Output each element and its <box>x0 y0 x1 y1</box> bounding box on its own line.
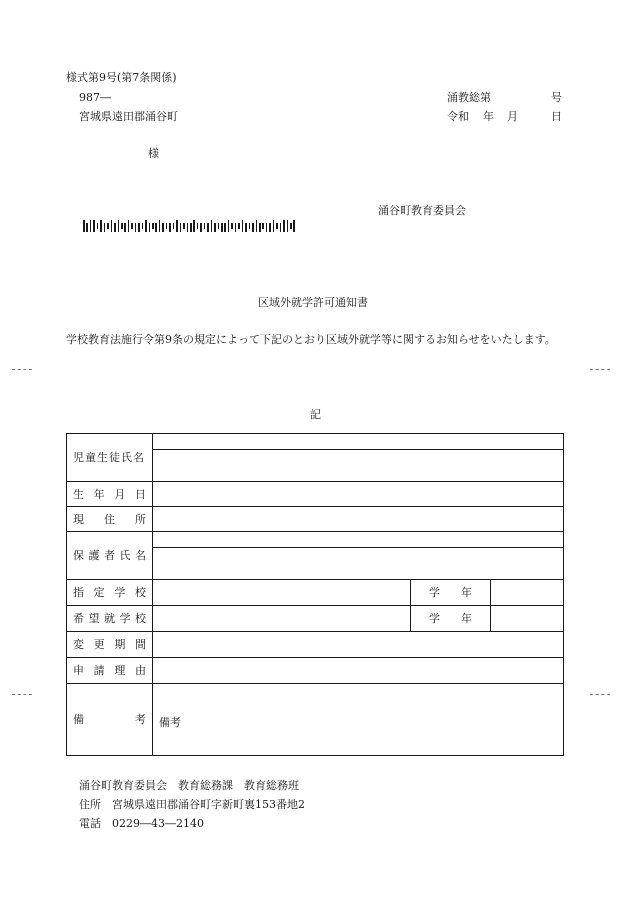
barcode-bar <box>100 220 102 232</box>
barcode-bar <box>169 223 171 232</box>
barcode-bar <box>193 220 195 232</box>
fold-mark-left-lower <box>12 694 32 695</box>
birthdate-label-char: 生 <box>73 487 84 501</box>
barcode-bar <box>173 223 175 229</box>
desired-school-label-char: 望 <box>88 612 100 625</box>
date-year: 年 <box>483 110 494 123</box>
change-period-label-cell <box>67 632 153 658</box>
reason-label-char: 申 <box>73 664 84 677</box>
barcode-bar <box>145 220 147 232</box>
designated-school-row <box>67 580 564 606</box>
guardian-label-cell <box>67 532 153 580</box>
birthdate-row <box>67 482 564 507</box>
remarks-label-b: 考 <box>135 713 146 726</box>
barcode-bar <box>207 223 209 232</box>
reason-label-char: 請 <box>93 664 105 677</box>
footer-dept: 涌谷町教育委員会 教育総務課 教育総務班 <box>79 779 299 792</box>
barcode-bar <box>114 223 116 232</box>
body-text: 学校教育法施行令第9条の規定によって下記のとおり区域外就学等に関するお知らせをいたします。 <box>66 333 556 346</box>
barcode-bar <box>256 220 258 232</box>
barcode-bar <box>259 223 261 232</box>
student-name-row <box>67 434 564 450</box>
birthdate-label <box>73 489 146 500</box>
guardian-label-char: 者 <box>104 549 115 562</box>
reason-label-char: 理 <box>114 664 126 677</box>
student-name-furigana-field[interactable] <box>153 434 564 450</box>
barcode-bar <box>266 223 268 232</box>
barcode-bar <box>149 223 151 232</box>
change-period-label-char: 期 <box>114 638 126 651</box>
barcode-bar <box>238 223 240 229</box>
desired-school-field[interactable] <box>153 606 411 632</box>
remarks-label <box>73 714 146 725</box>
barcode-bar <box>121 223 123 229</box>
designated-school-label-char: 校 <box>134 586 146 599</box>
desired-school-label <box>73 613 146 624</box>
birthdate-label-char: 日 <box>134 487 146 501</box>
barcode-bar <box>152 223 154 229</box>
fold-mark-right-lower <box>590 694 610 695</box>
guardian-furigana-field[interactable] <box>153 532 564 548</box>
barcode-bar <box>166 223 168 229</box>
application-form-table <box>66 433 564 756</box>
barcode-bar <box>262 223 264 229</box>
barcode-bar <box>142 223 144 229</box>
barcode-bar <box>204 223 206 229</box>
desired-school-row <box>67 606 564 632</box>
barcode-bar <box>118 220 120 232</box>
barcode-bar <box>155 223 157 232</box>
barcode-bar <box>211 220 213 232</box>
barcode-bar <box>128 220 130 232</box>
doc-number-prefix: 涌教総第 <box>447 91 491 104</box>
barcode-bar <box>287 220 289 232</box>
designated-grade-field[interactable] <box>491 580 564 606</box>
address-field[interactable] <box>153 507 564 532</box>
recipient-address: 宮城県遠田郡涌谷町 <box>79 110 178 123</box>
grade-label-a: 学 <box>429 586 440 599</box>
reason-row <box>67 658 564 684</box>
barcode-bar <box>97 223 99 229</box>
barcode-bar <box>224 223 226 232</box>
barcode-bar <box>124 223 126 232</box>
form-number: 様式第9号(第7条関係) <box>66 71 177 84</box>
address-label-char: 所 <box>135 512 146 526</box>
barcode-bar <box>221 223 223 232</box>
barcode-bar <box>93 220 95 232</box>
barcode-bar <box>180 223 182 232</box>
grade-label-b: 年 <box>461 586 472 599</box>
barcode-bar <box>135 223 137 232</box>
barcode-bar <box>86 223 88 232</box>
desired-grade-field[interactable] <box>491 606 564 632</box>
address-label-cell <box>67 507 153 532</box>
barcode-bar <box>183 223 185 229</box>
barcode-bar <box>290 223 292 229</box>
designated-school-label-char: 学 <box>114 586 126 599</box>
guardian-label-char: 名 <box>135 549 146 562</box>
remarks-field-label: 備考 <box>159 716 181 729</box>
barcode-bar <box>104 223 106 232</box>
barcode-bar <box>107 223 109 229</box>
remarks-row <box>67 684 564 756</box>
barcode-bar <box>200 223 202 232</box>
student-name-label-cell <box>67 434 153 482</box>
change-period-label-char: 更 <box>93 638 105 651</box>
fold-mark-right-upper <box>590 369 610 370</box>
reason-label-char: 由 <box>134 664 146 677</box>
barcode-bar <box>249 223 251 229</box>
reason-label <box>73 665 146 676</box>
guardian-name-field[interactable] <box>153 548 564 580</box>
grade-label-b: 年 <box>461 612 472 625</box>
birthdate-label-cell <box>67 482 153 507</box>
barcode-bar <box>235 223 237 232</box>
postal-code: 987― <box>79 91 111 104</box>
address-label-char: 現 <box>73 512 84 526</box>
barcode-bar <box>162 223 164 232</box>
barcode-bar <box>231 223 233 229</box>
barcode-bar <box>138 223 140 232</box>
barcode-bar <box>187 223 189 232</box>
address-label <box>73 514 150 525</box>
barcode-bar <box>190 223 192 232</box>
designated-school-label-char: 定 <box>93 586 105 599</box>
doc-number-suffix: 号 <box>551 91 562 104</box>
footer-phone: 電話 0229―43―2140 <box>79 817 204 830</box>
desired-school-label-cell <box>67 606 153 632</box>
barcode-bar <box>131 223 133 229</box>
guardian-name-row <box>67 532 564 548</box>
barcode-bar <box>111 220 113 232</box>
designated-school-label-cell <box>67 580 153 606</box>
barcode-bar <box>273 220 275 232</box>
birthdate-label-char: 年 <box>93 487 105 501</box>
change-period-label-char: 変 <box>73 638 84 651</box>
remarks-label-cell <box>67 684 153 756</box>
student-name-field[interactable] <box>153 450 564 482</box>
barcode-bar <box>269 223 271 232</box>
barcode-bar <box>245 223 247 232</box>
birthdate-label-char: 月 <box>114 487 126 501</box>
barcode-bar <box>280 223 282 232</box>
desired-school-label-char: 学 <box>119 612 131 625</box>
barcode-bar <box>228 220 230 232</box>
barcode-bar <box>283 220 285 232</box>
address-label-char: 住 <box>104 512 115 526</box>
barcode-bar <box>276 223 278 229</box>
document-title: 区域外就学許可通知書 <box>258 296 368 309</box>
change-period-row <box>67 632 564 658</box>
date-day: 日 <box>551 110 562 123</box>
change-period-field[interactable] <box>153 632 564 658</box>
barcode-bar <box>242 220 244 232</box>
desired-school-label-char: 就 <box>104 612 115 625</box>
desired-school-label-char: 希 <box>73 612 84 625</box>
desired-grade-cell <box>411 606 491 632</box>
address-row <box>67 507 564 532</box>
reason-field[interactable] <box>153 658 564 684</box>
barcode-bar <box>293 220 295 232</box>
remarks-field[interactable] <box>153 684 564 756</box>
recipient-suffix: 様 <box>148 147 159 160</box>
desired-school-label-char: 校 <box>135 612 146 625</box>
barcode-bar <box>90 220 92 232</box>
footer-address: 住所 宮城県遠田郡涌谷町字新町裏153番地2 <box>79 798 305 811</box>
barcode-bar <box>218 223 220 229</box>
barcode-bar <box>176 220 178 232</box>
designated-school-label-char: 指 <box>73 586 84 599</box>
guardian-label <box>73 550 146 561</box>
guardian-label-char: 氏 <box>119 549 131 562</box>
remarks-label-a: 備 <box>73 713 84 726</box>
date-month: 月 <box>507 110 518 123</box>
change-period-label <box>73 639 146 650</box>
reason-label-cell <box>67 658 153 684</box>
fold-mark-left-upper <box>12 369 32 370</box>
change-period-label-char: 間 <box>134 638 146 651</box>
guardian-label-char: 保 <box>73 549 84 562</box>
birthdate-field[interactable] <box>153 482 564 507</box>
barcode-bar <box>159 220 161 232</box>
postal-barcode <box>83 220 298 232</box>
barcode-bar <box>197 223 199 229</box>
barcode-bar <box>83 220 85 232</box>
student-name-label: 児童生徒氏名 <box>73 451 145 464</box>
note-heading: 記 <box>310 408 321 421</box>
guardian-label-char: 護 <box>88 549 100 562</box>
designated-grade-cell <box>411 580 491 606</box>
designated-school-label <box>73 587 146 598</box>
designated-school-field[interactable] <box>153 580 411 606</box>
barcode-bar <box>252 223 254 232</box>
grade-label-a: 学 <box>429 612 440 625</box>
barcode-bar <box>214 223 216 232</box>
issuer: 涌谷町教育委員会 <box>378 204 466 217</box>
date-era: 令和 <box>447 110 469 123</box>
